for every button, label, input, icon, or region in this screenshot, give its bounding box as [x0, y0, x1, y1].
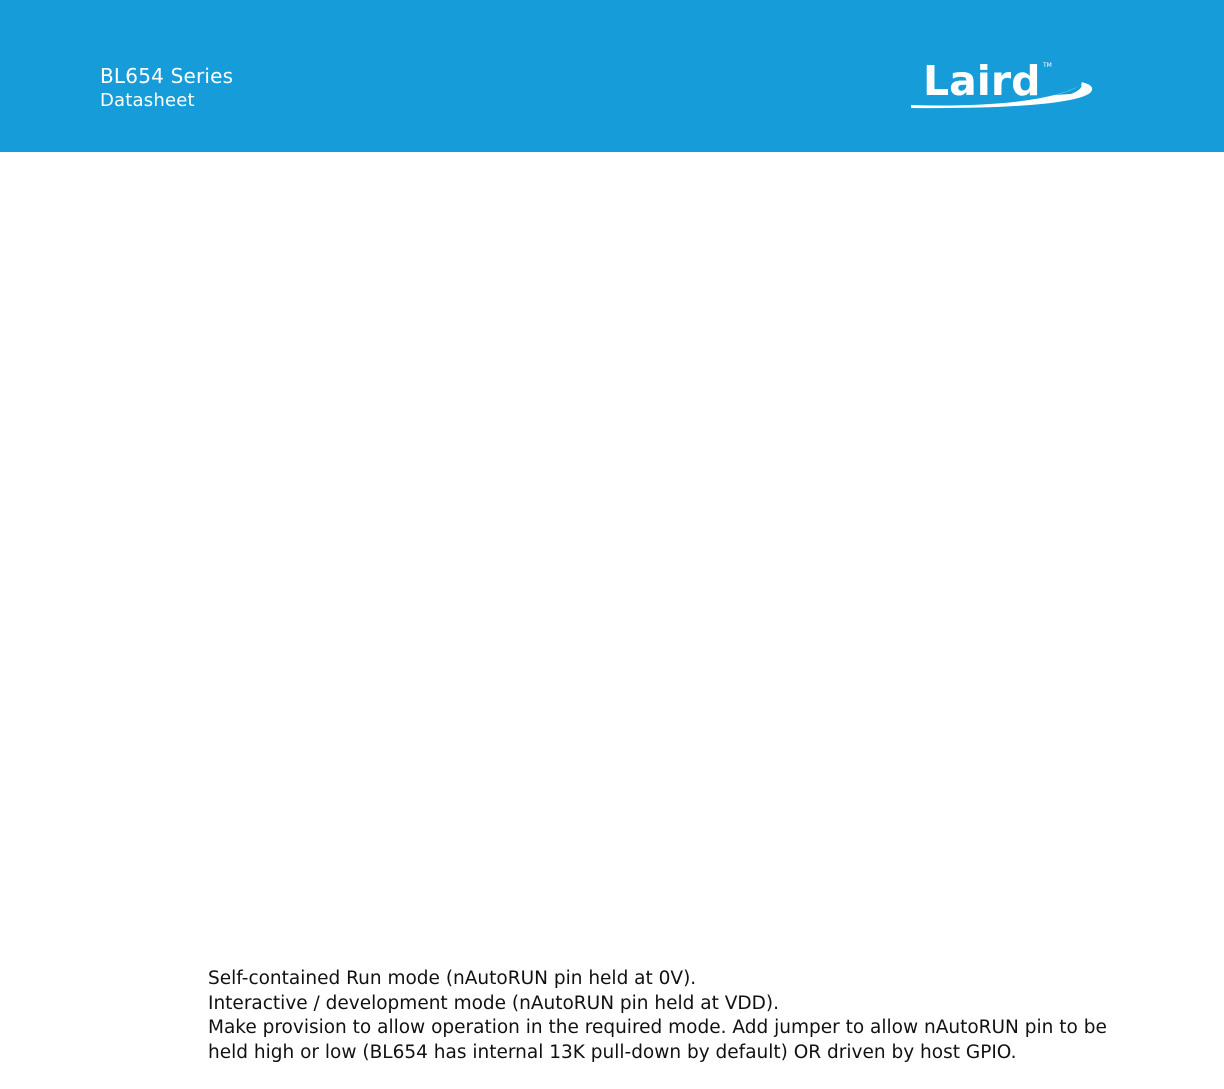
logo-trademark: TM — [1043, 62, 1052, 69]
document-title: BL654 Series — [100, 64, 234, 88]
document-subtitle: Datasheet — [100, 90, 195, 111]
laird-logo — [905, 55, 1100, 117]
note-interactive-mode: Interactive / development mode (nAutoRUN pin held at VDD). — [208, 992, 779, 1014]
logo-wordmark: Laird — [923, 57, 1041, 105]
note-run-mode: Self-contained Run mode (nAutoRUN pin held at 0V). — [208, 968, 697, 989]
page-header — [0, 0, 1224, 152]
mode-notes — [208, 967, 1148, 1065]
laird-logo-graphic — [905, 55, 1100, 117]
note-mode-provision: Make provision to allow operation in the required mode. Add jumper to allow nAutoRUN pin to be held high or low (BL654 has internal 13K pull-down by default) OR driven by host GPIO. — [208, 1017, 1107, 1063]
